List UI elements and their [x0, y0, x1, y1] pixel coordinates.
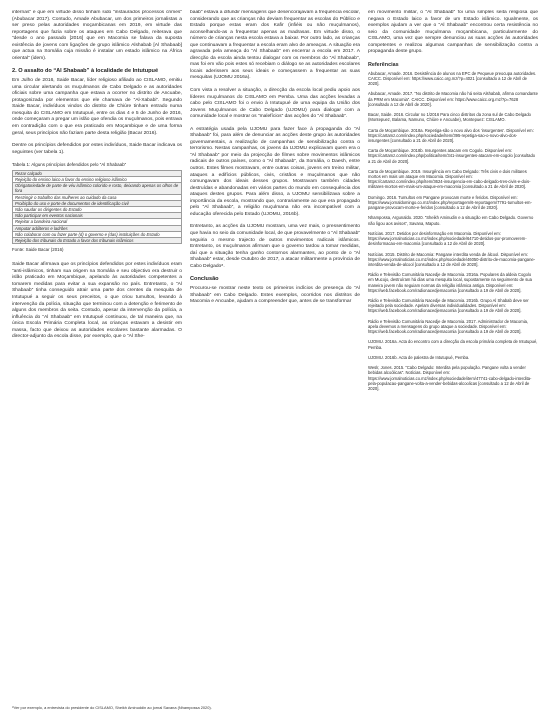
paragraph: em movimento militar, o “Al Shabaab” foi uma simples seita religiosa que negava o Estado laico a favor de um Estado islâmico. Igualmente, os exemplos ajudam a ver que o “Al Shabaab” encontrou certa resistência no seio da comunidade muçulmana moçambicana, particularmente do CISLAMO, uma vez que sempre denunciou as suas acções às autoridades competentes e realizou algumas campanhas de sensibilização contra a propaganda deste grupo. [368, 10, 538, 55]
table-row [13, 183, 182, 194]
reference-item: Rádio e Televisão Comunitária Nacedje de Macomia. 2017. Administrador de Macomia, apela devemos a mensagens do grupo ataque a sociedade. Disponível em: https://web.facebook.com/radionacedjemacomia [consultado a 19 de Abril de 2020]. [368, 318, 529, 335]
column-1 [12, 10, 182, 697]
table-row [13, 231, 182, 237]
table-caption: Tabela 1: Alguns princípios defendidos pelo “Al Shabaab” [12, 162, 127, 168]
table-cell: Obrigatoriedade de parte de véu islâmico colorido e rosto, deixando apenas os olhos de fora [13, 183, 182, 194]
paragraph: Em Julho de 2016, Saide Bacar, líder religioso afiliado ao CISLAMO, emitiu uma circular alertando os muçulmanos de Cabo Delgado e as autoridades oficiais sobre uma campanha que estava a ocorrer no distrito de Ancuabe, protagonizada por elementos que ele chamava de “Al-Xababi”. Segundo Saide Bacar, indivíduos vindos do distrito de Chiúre tinham entrado numa mesquita do CISLAMO em Intutupué, entre os dias 4 e 5 de Junho de 2016, onde começaram a pregar um islão que ofendia os muçulmanos, pois entrava em contradição com o que era praticado em Moçambique e de uma forma geral, seus princípios não faziam parte desta religião (Bacar 2016). [12, 78, 182, 136]
column-3 [368, 10, 538, 697]
three-column-layout [12, 10, 538, 697]
table-source: Fonte: Saide Bacar (2016) [12, 247, 64, 253]
reference-item: Bacar, Saide. 2016. Circular no 1/2016 Para cinco distritos da zona sul de Cabo Delgado (Montepuez, Balama, Namuno, Chiúre e Ancuabe), Montepuez: CISLAMO. [368, 112, 531, 123]
paragraph: Procurou-se mostrar neste texto os primeiros indícios de presença do “Al Shabaab” em Cabo Delgado. Estes exemplos, ocorridos nos distritos de Macomia e Ancuabe, ajudam a compreender que, antes de se transformar [190, 286, 360, 305]
table-cell: Rezar calçado [13, 170, 182, 176]
references-list [368, 71, 538, 391]
column-2 [190, 10, 360, 697]
paragraph: Entretanto, as acções da UJOMU mostram, uma vez mais, o pressentimento que havia no seio da comunidade local, de que provavelmente o “Al Shabaab” seguiria o mesmo trajecto de outros movimentos radicais islâmicos. Entretanto, os muçulmanos afirmam que o governo tardou a tomar medidas, daí que a situação tenha ganho contornos alarmantes, ao ponto de o “Al Shabaab” estar, desde Outubro de 2017, a atacar militarmente a província de Cabo Delgado⁸. [190, 224, 360, 269]
paragraph: A estratégia usada pela UJOMU para fazer face à propaganda do “Al Shabaab” foi, para além de denunciar as acções deste grupo às autoridades governamentais, a realização de campanhas de sensibilização contra o terrorismo. Nestas campanhas, os jovens da UJOMU explicavam quem era o “Al Shabaab” por meio da projecção de filmes sobre movimentos islâmicos radicais de outros países, como o “Al Shabaab”, da Somália, o Daesh, entre outros. Estes filmes mostravam, entre outras coisas, jovens em treino militar, ataques a edifícios públicos, civis, cristãos e muçulmanos que não comungavam dos ideais desses grupos. Mostravam também cidades destruídas e abandonadas em vários partes do mundo em consequência dos ataques destes grupos. Para além disso, a UJOMU sensibilizava sobre a importância da escola, mostrando que, contrariamente ao que era propagado pelo “Al Shabaab”, a religião muçulmana não era incompatível com a educação oferecida pelo Estado (UJOMU, 2016b). [190, 126, 360, 217]
footnote: ⁸Ver por exemplo, a entrevista do presidente do CISLAMO, Sheikh Aminuddin ao jornal Savana (Nhampossa 2020). [12, 705, 212, 710]
reference-item: Nhampossa, Argunaldo. 2020. “Sheikh Aminudin e a situação em Cabo Delgado. Governo não ligou aos avisos”, Savana, Maputo. [368, 215, 534, 226]
reference-item: Abubacar, Amade. 2017. “No distrito de Macomia não há seita Alshabab, afirma comandante da PRM em Macomia”. CAICC. Disponível em: https://www.caicc.org.mz/?p=7628 [consultado a 12 de Abril de 2020]. [368, 91, 538, 107]
reference-item: Abubacar, Amade. 2016. Desistência de alunos na EPC de Pequeue preocupa autoridades. CAICC. Disponível em: https://www.caicc.org.mz/?p=4021 [consultado a 12 de Abril de 2020]. [368, 70, 537, 87]
table-cell: Proibição do uso e porte de documentos de identificação civil [13, 200, 182, 206]
reference-item: UJOMU. 2016a. Acta do encontro com a direcção da escola primária completa de Intutupué, Pemba. [368, 339, 538, 350]
table-row [13, 238, 182, 244]
table-cell: Não colaborar com ou fazer parte (d) o governo e (das) instituições do Estado [13, 231, 182, 237]
references-heading: Referências [368, 61, 399, 68]
reference-item: Domingo. 2016. Tumultos em Pangane provocam morte e feridos. Disponível em: https://www.jornaldomingo.co.mz/index.php/reportagem/6-reportagem/7791-tumultos-em-pangane-provocam-morte-e-feridos [consultado a 12 de Abril de 2020]. [368, 194, 532, 211]
reference-item: Carta de Moçambique. 2019. Insurgência em Cabo Delgado: Três civis e dois militares mortos em mais um ataque em Macomia. Disponível em: https://cartamz.com/index.php/item/3624-insurgencia-em-cabo-delgado-tres-civis-e-dois-militares-mortos-em-mais-um-ataque-em-macomia [consultado a 21 de Abril de 2020]. [368, 168, 531, 190]
table-cell: Amputar adúlteros e ladrões [13, 225, 182, 231]
table-cell: Não saudar os dirigentes do Estado [13, 207, 182, 213]
table-cell: Restringir o trabalho das mulheres ao cuidado da casa [13, 194, 182, 200]
reference-item: Notícias. 2015. Distrito de Macomia: Pangane interdita venda de álcool. Disponível em: https://www.jornalnoticias.co.mz/index.php/sociedade/46050-distrito-de-macomia-pangane-interdita-venda-de-alcool [consultado a 12 de Abril de 2020]. [368, 251, 536, 267]
reference-item: Notícias. 2017. Detidos por desinformação em Macomia. Disponível em: https://www.jornalnoticias.co.mz/index.php/sociedade/64710-detidos-por-promoverem-desinformacao-em-macomia [consultado a 12 de Abril de 2020]. [368, 230, 527, 247]
table-cell: Rejeitar a bandeira nacional [13, 219, 182, 225]
reference-item: Weslr, Jones. 2015. “Cabo Delgado: Interdita pela população. Pangane volta a vender bebidas alcoólicas”. Notícias. Disponível em: https://www.jornalnoticias.co.mz/index.php/sociedade/item/47741-cabo-delgado-interdita-pela-populacao-pangane-volta-a-vender-bebidas-alcoolicas [consultado a 12 de Abril de 2020]. [368, 365, 532, 391]
paragraph: internas” e que em virtude disso tinham sido “instaurados processos crimes” (Abubacar 2017). Contudo, Amade Abubacar, um dos primeiros jornalistas a ser preso pelas autoridades moçambicanas em 2019, em virtude das reportagens que fazia sobre os ataques em Cabo Delgado, reiterava que “desde o ano passado [2016] que em Macomia se falava da suposta existência de jovens com ligações de grupo islâmico Alshabab [Al Shabaab] que actua na Somália cuja missão é instalar um estado islâmico na África oriental” (idem). [12, 10, 182, 61]
section-heading: Conclusão [190, 276, 219, 283]
paragraph: Dentre os princípios defendidos por estes indivíduos, Saide Bacar indicava os seguintes (ver tabela 1). [12, 143, 182, 155]
paragraph: Saide Bacar afirmava que os princípios defendidos por estes indivíduos eram “anti-islâmicos, tinham sua origem na Somália e seu objectivo era destruir o islão praticado em Moçambique, apelando às autoridades competentes a tomarem medidas para evitar a sua expansão no país. Entretanto, o “Al Shabaab” tinha conseguido atrair uma parte dos crentes da mesquita de Intutupué a seguir os seus preceitos, o que criou tumultos, levando à intervenção da polícia, situação que terminou com a detenção e ferimento de alguns dos membros da seita. Contudo, apesar da intervenção da polícia, a influência do “Al Shabaab” em Intutupué continuou, de tal maneira que, na única Escola Primária Completa local, as crianças estavam a desistir em massa, facto que deixou as autoridades escolares bastante alarmadas. O director-adjunto da escola disse, por exemplo, que o “Al She- [12, 262, 182, 340]
paragraph: baab” estava a difundir mensagens que desencorajavam a frequência escolar, considerando que as crianças não deviam frequentar as escolas do Público e Estado porque estas eram dos Kafir (infiéis ou não muçulmanos), aconselhando-as a frequentar apenas as madrasas. Em virtude disso, o número de crianças nesta escola estava a baixar. Por outro lado, as crianças que continuavam a frequentar a escola eram alvo de ameaças. A situação era agravada pela ameaça do “Al Shabaab” em encerrar a escola em 2017. A direcção da escola ainda tentou dialogar com os membros do “Al Shabaab”, mas foi em vão pois estes só recebiam o diálogo se as autoridades escolares locais aderissem aos seus ideais e começassem a frequentar as suas mesquitas (UJOMU 2016a). [190, 10, 360, 81]
reference-item: UJOMU. 2016b. Acta de palestra de Intutupué, Pemba. [368, 354, 470, 360]
table-cell: Não participar em eventos nacionais [13, 213, 182, 219]
table-cell: Rejeição dos tribunais do Estado a favor dos tribunais islâmicos [13, 238, 182, 244]
section-heading: 2. O assalto do “Al Shabaab” à localidade de Intutupué [12, 68, 159, 75]
table-cell: Rejeição do ensino laico a favor do ensino religioso islâmico [13, 176, 182, 182]
reference-item: Rádio e Televisão Comunitária Nacedje de Macomia. 2016a. Populares da aldeia Cogolo em Mucojo, destruíram há dias uma mesquita local, supostamente na seguimento de sua maneira jovem não seguiam normas da religião islâmica antiga. Disponível em: https://web.facebook.com/radionacedjemacomia [consultado a 19 de Abril de 2020]. [368, 272, 532, 293]
reference-item: Carta de Moçambique. 2018a. Repetiga-são o novo alvo dos ‘insurgentes’. Disponível em: https://cartamz.com/index.php/sociedade/item/395-repetiga-sao-o-novo-alvo-dos-insurgentes [consultado a 21 de Abril de 2020]. [368, 127, 534, 143]
reference-item: Rádio e Televisão Comunitária Nacedje de Macomia. 2016b. Grupo Al Shabab deve ser rejeitado pela sociedade. Apelam diversas individualidades. Disponível em: https://web.facebook.com/radionacedjemacomia [consultado a 19 de Abril de 2020]. [368, 298, 529, 314]
principles-table [12, 170, 182, 244]
paragraph: Com vista a resolver a situação, a direcção da escola local pediu apoio aos líderes muçulmanos do CISLAMO em Pemba. Uma das acções levadas a cabo pelo CISLAMO foi o envio à Intutupué de uma equipa da União dos Jovens Muçulmanos de Cabo Delgado (UJOMU) para dialogar com a comunidade local e mostrar os “malefícios” das acções do “Al Shabaab”. [190, 88, 360, 120]
reference-item: Carta de Moçambique. 2018b. Insurgentes atacam em Cogolo. Disponível em: https://cartamz.com/index.php/politica/item/341-insurgentes-atacam-em-cogolo [consultado a 21 de Abril de 2020]. [368, 148, 536, 164]
